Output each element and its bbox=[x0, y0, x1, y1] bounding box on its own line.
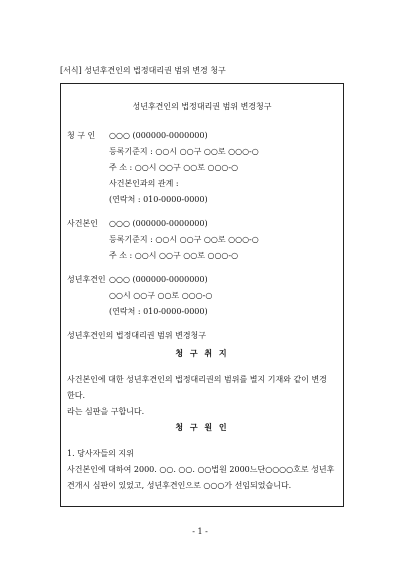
guardian-name: ○○○ (000000-0000000) bbox=[109, 275, 208, 284]
purpose-line-2: 한다. bbox=[67, 391, 85, 400]
cause-heading: 청 구 원 인 bbox=[175, 422, 229, 432]
purpose-heading: 청 구 취 지 bbox=[175, 348, 229, 358]
guardian-address: ○○시 ○○구 ○○로 ○○○-○ bbox=[109, 291, 213, 300]
case-name: 성년후견인의 법정대리권 범위 변경청구 bbox=[67, 331, 207, 340]
petitioner-label: 청 구 인 bbox=[67, 131, 96, 140]
purpose-line-1: 사건본인에 대한 성년후견인의 법정대리권의 범위를 별지 기재와 같이 변경 bbox=[67, 375, 327, 384]
principal-registry: 등록기준지 : ○○시 ○○구 ○○로 ○○○-○ bbox=[109, 235, 259, 244]
document-frame bbox=[60, 83, 344, 507]
page-number: - 1 - bbox=[192, 527, 208, 536]
document-title: 성년후견인의 법정대리권 범위 변경청구 bbox=[132, 102, 272, 111]
principal-name: ○○○ (000000-0000000) bbox=[109, 219, 208, 228]
guardian-contact: (연락처 : 010-0000-0000) bbox=[109, 307, 208, 316]
cause-line-2: 견개시 심판이 있었고, 성년후견인으로 ○○○가 선임되었습니다. bbox=[67, 481, 292, 490]
guardian-label: 성년후견인 bbox=[67, 275, 106, 284]
cause-line-1: 사건본인에 대하여 2000. ○○. ○○. ○○법원 2000느단○○○○호로 성년후 bbox=[67, 465, 335, 474]
petitioner-relation: 사건본인과의 관계 : bbox=[109, 179, 179, 188]
petitioner-address: 주 소 : ○○시 ○○구 ○○로 ○○○-○ bbox=[109, 163, 239, 172]
petitioner-registry: 등록기준지 : ○○시 ○○구 ○○로 ○○○-○ bbox=[109, 147, 259, 156]
petitioner-contact: (연락처 : 010-0000-0000) bbox=[109, 195, 208, 204]
purpose-line-3: 라는 심판을 구합니다. bbox=[67, 407, 145, 416]
cause-item-1: 1. 당사자들의 지위 bbox=[67, 449, 134, 458]
petitioner-name: ○○○ (000000-0000000) bbox=[109, 131, 208, 140]
principal-address: 주 소 : ○○시 ○○구 ○○로 ○○○-○ bbox=[109, 251, 239, 260]
document-header: [서식] 성년후견인의 법정대리권 범위 변경 청구 bbox=[60, 66, 226, 75]
principal-label: 사건본인 bbox=[67, 219, 98, 228]
